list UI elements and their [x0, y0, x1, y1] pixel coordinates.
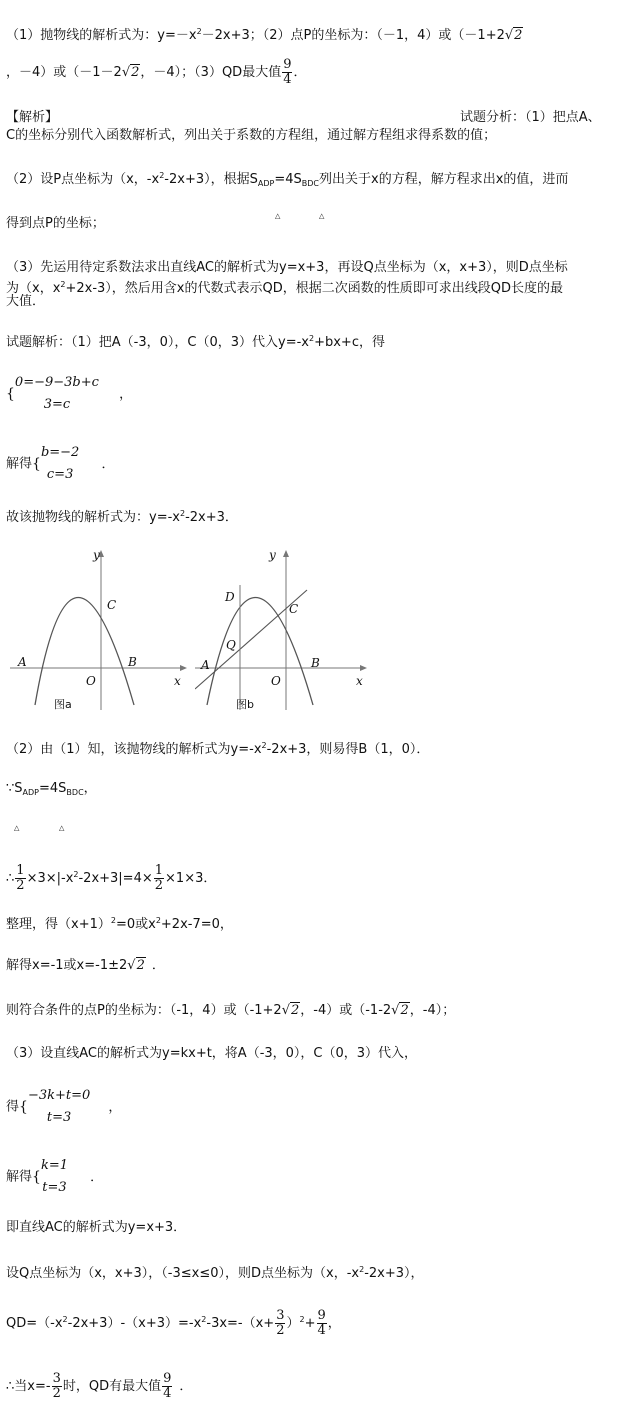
solution-s4: $\because S_{ADP}=4S_{BDC}$，	[6, 781, 97, 797]
label-O: O	[86, 674, 96, 688]
analysis-p3-3: 大值．	[6, 294, 46, 309]
analysis-p3-1: （3）先运用待定系数法求出直线AC的解析式为y=x+3，再设Q点坐标为（x，x+3），则D点坐标	[6, 260, 568, 275]
y-axis-arrow	[283, 550, 289, 557]
equation-system-1: { 0=−9−3b+c 3=c ，	[6, 375, 133, 412]
fraction-9-4: $\frac{9}{4}$	[283, 57, 292, 87]
label-x: x	[174, 674, 181, 688]
label-B: B	[128, 655, 137, 669]
answer-text: （1）抛物线的解析式为：y=－x	[6, 28, 197, 43]
jiexi-label: 【解析】	[6, 110, 59, 125]
solution-s5: ∴ $\frac{1}{2}$ $\times 3\times|-x^2-2x+3|=4\times$ $\frac{1}{2}$ ×1×3．	[6, 863, 217, 893]
figure-b	[195, 545, 375, 715]
label-Q: Q	[226, 638, 236, 652]
label-y: y	[93, 548, 100, 562]
analysis-p2: （2）设P点坐标为（x，$-x^2-2x+3$），根据$S_{ADP}=4S_{BDC}$列出关于x的方程，解方程求出x的值，进而	[6, 171, 569, 188]
parabola	[35, 598, 134, 706]
answer-text: ，－4）或（－1－2	[6, 65, 122, 80]
solution-s13: ∴当x=- $\frac{3}{2}$ 时，QD有最大值 $\frac{9}{4}$ ．	[6, 1371, 193, 1401]
label-O: O	[271, 674, 281, 688]
solution-s10: 即直线AC的解析式为y=x+3．	[6, 1220, 187, 1235]
label-C: C	[289, 602, 299, 616]
solution-s9: （3）设直线AC的解析式为y=kx+t，将A（-3，0），C（0，3）代入，	[6, 1046, 418, 1061]
sqrt-2: √2	[504, 28, 523, 43]
analysis-p2-cont: 得到点P的坐标；	[6, 216, 105, 231]
solution-s8: 则符合条件的点P的坐标为：（-1，4）或（-1+2√2，-4）或（-1-2√2，-4）；	[6, 1003, 456, 1018]
label-B: B	[311, 656, 320, 670]
solution-s11: 设Q点坐标为（x，x+3），（-3≤x≤0），则D点坐标为（x，$-x^2-2x+3$），	[6, 1265, 424, 1281]
superscript: 2	[196, 27, 202, 36]
solution-s12: $QD=(-x^2-2x+3)-(x+3)=-x^2-3x=-(x+$ $\frac{3}{2}$ ）$^2$+ $\frac{9}{4}$ ，	[6, 1308, 341, 1338]
period: ．	[293, 65, 307, 80]
triangle-symbol: △	[319, 212, 325, 220]
answer-line-2	[6, 58, 307, 87]
solution-s1: 试题解析：（1）把A（-3，0），C（0，3）代入$y=-x^2+bx+c$，得	[6, 334, 385, 350]
analysis-intro: 试题分析：（1）把点A、	[460, 110, 601, 125]
caption-b: 图b	[236, 698, 254, 711]
triangle-symbol: △	[59, 824, 65, 832]
answer-text: ，－4）；（3）QD最大值	[140, 65, 282, 80]
x-axis-arrow	[360, 665, 367, 671]
label-A: A	[201, 658, 210, 672]
label-x: x	[356, 674, 363, 688]
equation-system-3: 得{ −3k+t=0 t=3 ，	[6, 1088, 122, 1125]
solution-s7: 解得x=-1或x=-1±2√2 ．	[6, 958, 165, 973]
solution-s2: 故该抛物线的解析式为：$y=-x^2-2x+3$．	[6, 509, 238, 525]
label-D: D	[225, 590, 235, 604]
triangle-symbol: △	[275, 212, 281, 220]
triangle-symbol: △	[14, 824, 20, 832]
label-A: A	[18, 655, 27, 669]
caption-a: 图a	[54, 698, 72, 711]
x-axis-arrow	[180, 665, 187, 671]
analysis-p3-2: 为（x，$x^2+2x-3$），然后用含x的代数式表示QD，根据二次函数的性质即可求出线段QD长度的最	[6, 280, 563, 296]
label-C: C	[107, 598, 117, 612]
solution-s3: （2）由（1）知，该抛物线的解析式为$y=-x^2-2x+3$，则易得B（1，0）．	[6, 741, 430, 757]
solution-s6: 整理，得$(x+1)^2=0$或$x^2+2x-7=0$，	[6, 916, 233, 932]
equation-system-2: 解得{ b=−2 c=3 ．	[6, 445, 115, 482]
figure-a	[10, 545, 190, 715]
answer-text: －2x+3；（2）点P的坐标为：（－1，4）或（－1+2	[201, 28, 505, 43]
sqrt-2: √2	[121, 65, 140, 80]
label-y: y	[269, 548, 276, 562]
equation-system-4: 解得{ k=1 t=3 ．	[6, 1158, 104, 1195]
answer-line-1	[6, 24, 523, 44]
analysis-p1: C的坐标分别代入函数解析式，列出关于系数的方程组，通过解方程组求得系数的值；	[6, 128, 497, 143]
